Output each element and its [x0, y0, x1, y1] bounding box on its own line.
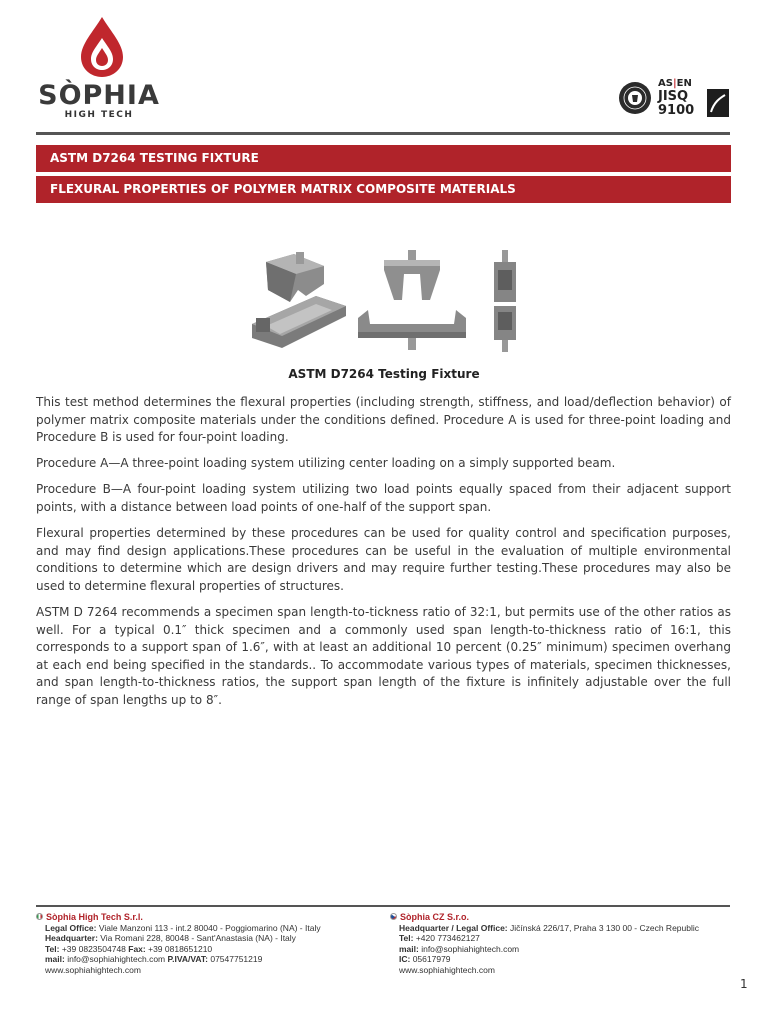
- accredia-seal-icon: [618, 81, 652, 115]
- footer-italy-website[interactable]: www.sophiahightech.com: [45, 964, 141, 975]
- footer-italy: Sòphia High Tech S.r.l. Legal Office: Viale Manzoni 113 - int.2 80040 - Poggiomarino (NA) - Italy Headquarter: Via Romani 228, 80048 - Sant'Anastasia (NA) - Italy Tel: +39 0823504748 Fax: +39 0818651210 mail: info@sophiahightech.com P.IVA/VAT: 07547751219 www.sophiahightech.com: [36, 912, 376, 975]
- certification-logos: [618, 78, 733, 122]
- logo-name: SÒPHIA: [38, 80, 160, 111]
- footer-italy-email[interactable]: info@sophiahightech.com: [64, 954, 168, 964]
- czech-flag-icon: [390, 913, 397, 920]
- header-divider: [36, 132, 730, 135]
- document-title-band: ASTM D7264 TESTING FIXTURE: [36, 145, 731, 172]
- asen-label: AS|EN: [658, 78, 692, 89]
- drop-logo-icon: [77, 16, 127, 78]
- document-subtitle-band: FLEXURAL PROPERTIES OF POLYMER MATRIX COMPOSITE MATERIALS: [36, 176, 731, 203]
- fixture-front-view: [358, 250, 466, 350]
- footer-divider: [36, 905, 730, 907]
- kiwa-logo-icon: [706, 80, 730, 120]
- page-number: 1: [740, 977, 748, 991]
- fixture-isometric-view: [252, 252, 346, 348]
- footer-czech-email[interactable]: info@sophiahightech.com: [418, 943, 520, 954]
- paragraph-intro: This test method determines the flexural properties (including strength, stiffness, and load/deflection behavior) of polymer matrix composite materials under the conditions defined. Procedure A is used for three-point loading and Procedure B is used for four-point loading.: [36, 395, 731, 444]
- italy-flag-icon: [36, 913, 43, 920]
- footer-czech-website[interactable]: www.sophiahightech.com: [399, 964, 495, 975]
- paragraph-span-ratio: ASTM D 7264 recommends a specimen span length-to-tickness ratio of 32:1, but permits use of the other ratios as well. For a typical 0.1″ thick specimen and a commonly used span length-to-thickness ratio of 16:1, this corresponds to a support span of 1.6″, with at least an additional 10 percent (0.25″ minimum) specimen overhang at each end being specified in the standards.. To accommodate various types of materials, specimen thicknesses, and span length-to-thickness ratios, the support span length of the fixture is infinitely adjustable over the full range of span lengths up to 8″.: [36, 605, 731, 707]
- footer-czech: Sòphia CZ S.r.o. Headquarter / Legal Office: Jičínská 226/17, Praha 3 130 00 - Czech Republic Tel: +420 773462127 mail: info@sophiahightech.com IC: 05617979 www.sophiahightech.com: [390, 912, 735, 975]
- figure-caption: ASTM D7264 Testing Fixture: [288, 367, 480, 381]
- logo-subtitle: HIGH TECH: [64, 110, 134, 120]
- testing-fixture-image: [246, 244, 532, 360]
- footer-czech-title: Sòphia CZ S.r.o.: [390, 912, 735, 923]
- paragraph-applications: Flexural properties determined by these procedures can be used for quality control and specification purposes, and may find design applications.These procedures can be useful in the evaluation of multiple environmental conditions to determine which are design drivers and may require further testing.These procedures may also be used to determine flexural properties of structures.: [36, 526, 731, 593]
- jisq-label: JISQ 9100: [658, 89, 695, 118]
- fixture-side-view: [494, 250, 516, 352]
- footer-italy-title: Sòphia High Tech S.r.l.: [36, 912, 376, 923]
- paragraph-procedure-b: Procedure B—A four-point loading system utilizing two load points equally spaced from their adjacent support points, with a distance between load points of one-half of the support span.: [36, 482, 731, 514]
- paragraph-procedure-a: Procedure A—A three-point loading system utilizing center loading on a simply supported beam.: [36, 456, 616, 470]
- sophia-logo: [34, 16, 164, 126]
